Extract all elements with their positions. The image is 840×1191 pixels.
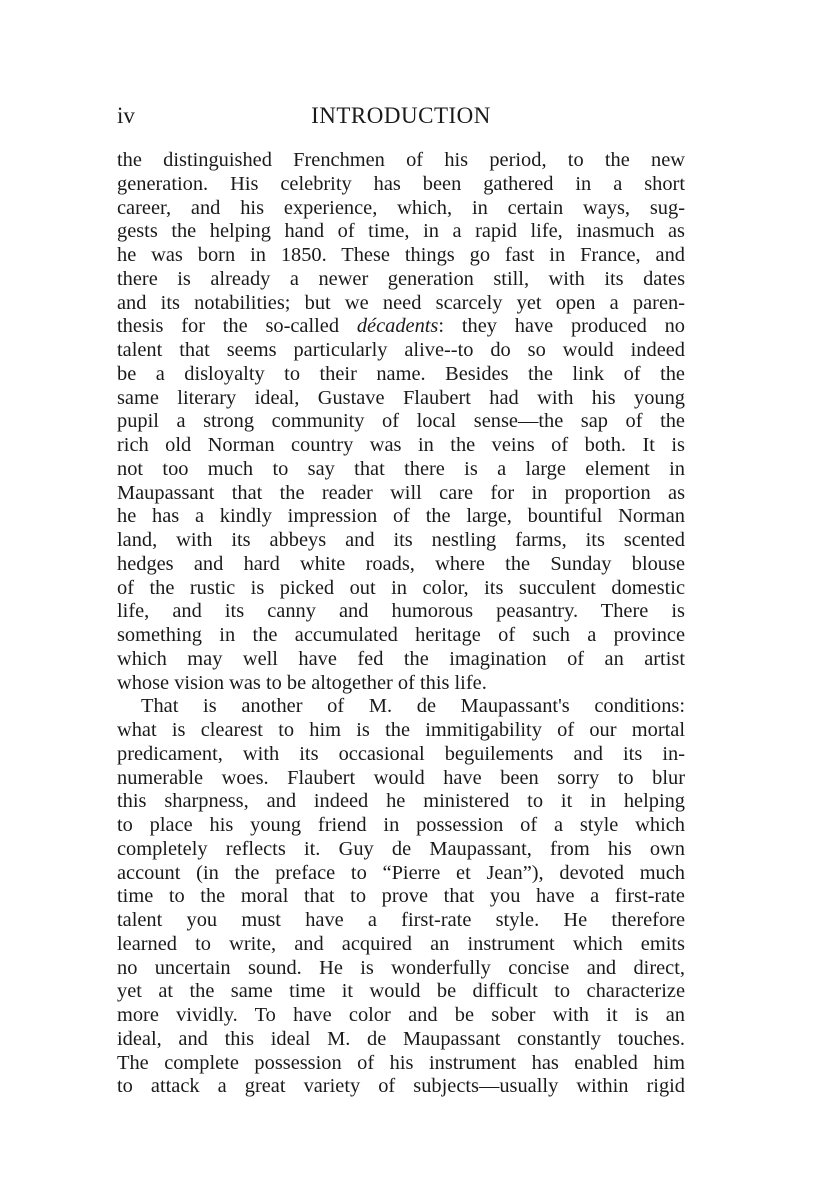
text-line: more vividly. To have color and be sober with it is an — [117, 1004, 685, 1026]
text-line: The complete possession of his instrument has enabled him — [117, 1051, 685, 1074]
page-number: iv — [117, 103, 135, 128]
text-line: of the rustic is picked out in color, its succulent domestic — [117, 576, 685, 599]
text-line: yet at the same time it would be difficult to characterize — [117, 980, 685, 1003]
text-line: That is another of M. de Maupassant's conditions: — [141, 695, 685, 718]
text-line: life, and its canny and humorous peasantry. There is — [117, 600, 685, 623]
text-line: not too much to say that there is a large element in — [117, 457, 685, 480]
text-line: predicament, with its occasional beguilements and its in- — [117, 742, 685, 765]
text-line: this sharpness, and indeed he ministered to it in helping — [117, 790, 685, 813]
text-line: something in the accumulated heritage of such a province — [117, 624, 685, 646]
text-line: there is already a newer generation still, with its dates — [117, 267, 685, 290]
text-line: learned to write, and acquired an instrument which emits — [117, 932, 685, 955]
text-line: and its notabilities; but we need scarcely yet open a paren- — [117, 291, 685, 314]
line-prefix: thesis for the so-called — [117, 315, 357, 338]
paragraph-2 — [117, 695, 685, 1099]
text-line: what is clearest to him is the immitigability of our mortal — [117, 719, 685, 741]
text-line: no uncertain sound. He is wonderfully concise and direct, — [117, 956, 685, 979]
text-line: whose vision was to be altogether of this life. — [117, 671, 487, 694]
text-line: gests the helping hand of time, in a rapid life, inasmuch as — [117, 220, 685, 243]
text-line: Maupassant that the reader will care for in proportion as — [117, 481, 685, 504]
text-line: he has a kindly impression of the large, bountiful Norman — [117, 505, 685, 528]
text-line: talent that seems particularly alive--to do so would indeed — [117, 339, 685, 361]
text-line: land, with its abbeys and its nestling farms, its scented — [117, 529, 685, 551]
text-line: numerable woes. Flaubert would have been sorry to blur — [117, 766, 685, 789]
text-line: which may well have fed the imagination of an artist — [117, 647, 685, 670]
paragraph-1 — [117, 149, 685, 695]
text-line — [117, 315, 685, 339]
line-suffix: they have produced no — [461, 315, 685, 338]
text-line: time to the moral that to prove that you have a first-rate — [117, 885, 685, 908]
running-title: INTRODUCTION — [311, 103, 491, 128]
text-line: pupil a strong community of local sense—the sap of the — [117, 410, 685, 433]
text-line: to attack a great variety of subjects—usually within rigid — [117, 1075, 685, 1098]
text-line: career, and his experience, which, in certain ways, sug- — [117, 196, 685, 219]
colon: : — [438, 315, 445, 338]
italic-term: décadents — [356, 315, 439, 338]
text-line: completely reflects it. Guy de Maupassant, from his own — [117, 837, 685, 860]
text-line: talent you must have a first-rate style. He therefore — [117, 909, 685, 931]
text-line: hedges and hard white roads, where the Sunday blouse — [117, 552, 685, 575]
text-line: be a disloyalty to their name. Besides the link of the — [117, 362, 685, 385]
text-line: same literary ideal, Gustave Flaubert had with his young — [117, 386, 685, 409]
text-line: account (in the preface to “Pierre et Jean”), devoted much — [117, 861, 685, 884]
text-line: he was born in 1850. These things go fast in France, and — [117, 244, 685, 266]
text-line: rich old Norman country was in the veins of both. It is — [117, 434, 685, 456]
body-text — [117, 149, 685, 1099]
text-line: generation. His celebrity has been gathered in a short — [117, 172, 685, 195]
running-head — [117, 100, 685, 132]
text-line: the distinguished Frenchmen of his period, to the new — [117, 149, 685, 171]
text-line: to place his young friend in possession of a style which — [117, 814, 685, 836]
text-line: ideal, and this ideal M. de Maupassant constantly touches. — [117, 1027, 685, 1050]
